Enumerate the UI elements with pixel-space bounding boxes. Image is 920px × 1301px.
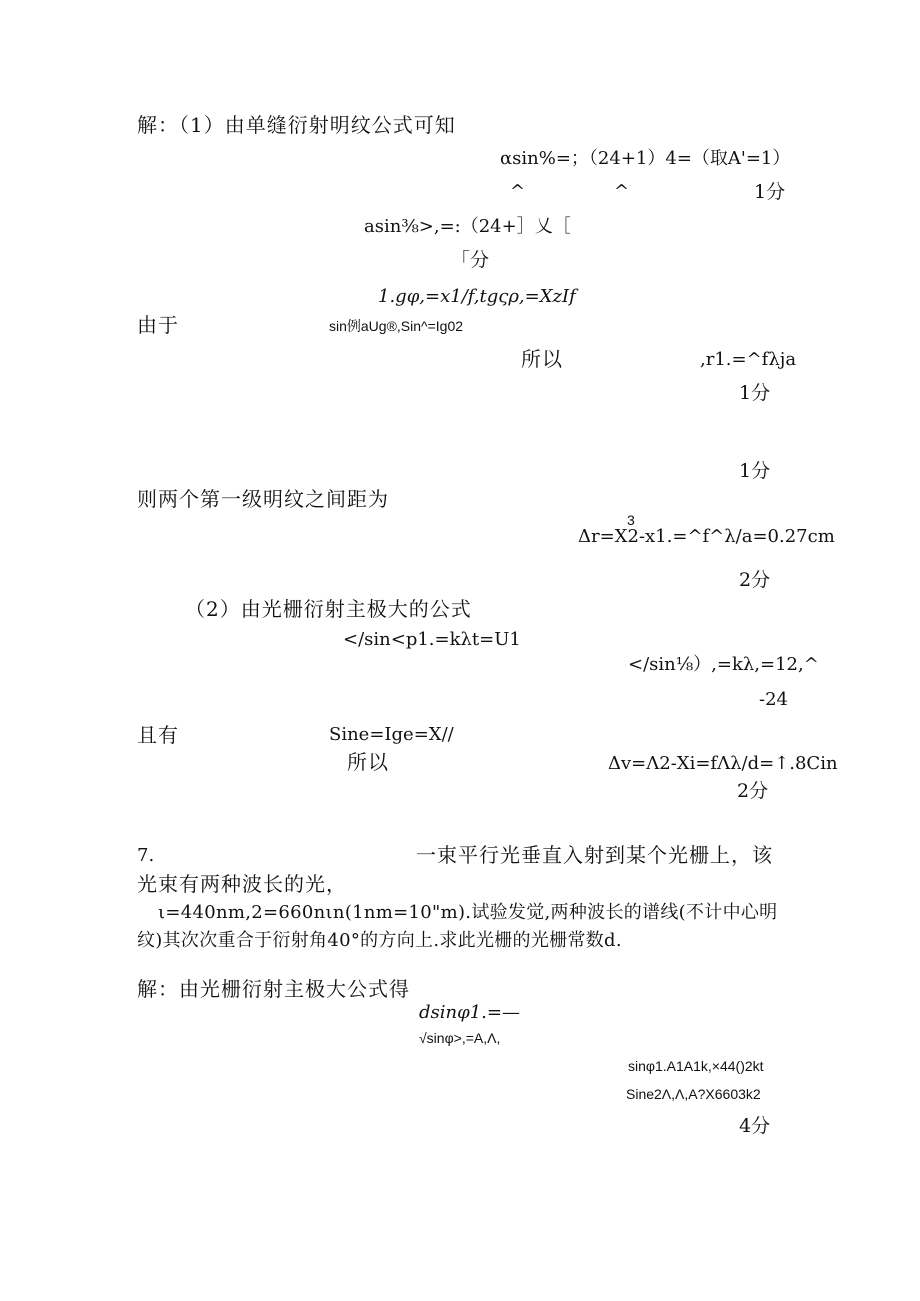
score-mark-3: 1分: [739, 460, 771, 482]
distance-text: 则两个第一级明纹之间距为: [137, 487, 389, 511]
problem-text-line-4: 纹)其次次重合于衍射角40°的方向上.求此光栅的光栅常数d.: [137, 930, 622, 951]
equation-also: Sine=Ige=X//: [329, 724, 454, 745]
equation-grating-1: </sin<p1.=kλt=U1: [343, 629, 521, 650]
also-label: 且有: [137, 723, 179, 747]
score-mark-4: 2分: [739, 569, 771, 591]
equation-sin-k1: sinφ1.A1A1k,×44()2kt: [628, 1058, 764, 1074]
score-mark-1: 1分: [754, 181, 786, 203]
equation-grating-2: </sin⅛）,=kλ,=12,^: [628, 654, 819, 675]
solution-intro-7: 解：由光栅衍射主极大公式得: [137, 977, 410, 1001]
score-mark-6: 4分: [739, 1115, 771, 1137]
equation-tangent: 1.gφ,=x1/f,tgςρ,=XzIf: [378, 286, 576, 307]
equation-delta-r: Δr=X2-x1.=^f^λ/a=0.27cm: [578, 526, 835, 547]
equation-position: ,r1.=^fλja: [700, 349, 797, 370]
caret-mark-2: ^: [614, 181, 630, 202]
score-mark-2: 1分: [739, 382, 771, 404]
because-label: 由于: [137, 313, 179, 337]
negative-value: -24: [759, 689, 788, 710]
caret-mark-1: ^: [510, 181, 526, 202]
equation-sin-k2: Sine2Λ,Λ,A?X6603k2: [626, 1086, 761, 1102]
superscript-three: 3: [627, 512, 635, 528]
equation-because: sin例aUg®,Sin^=Ig02: [329, 318, 464, 334]
therefore-label-1: 所以: [521, 347, 563, 371]
therefore-label-2: 所以: [347, 750, 389, 774]
problem-text-line-3: ι=440nm,2=660nιn(1nm=10"m).试验发觉,两种波长的谱线(不计中心明: [158, 902, 778, 923]
problem-text-line-2: 光束有两种波长的光，: [137, 872, 347, 896]
problem-text-line-1: 一束平行光垂直入射到某个光栅上，该: [416, 843, 773, 867]
equation-sqrt-sin: √sinφ>,=A,Λ,: [419, 1030, 501, 1046]
solution-intro-1: 解：（1）由单缝衍射明纹公式可知: [137, 113, 456, 137]
problem-number: 7.: [137, 845, 155, 866]
equation-single-slit: αsin%=；（24+1）4=（取A'=1）: [500, 148, 791, 169]
equation-dsin: dsinφ1.=—: [419, 1002, 520, 1023]
score-fragment: 「分: [451, 249, 490, 271]
solution-intro-2: （2）由光栅衍射主极大的公式: [185, 597, 472, 621]
equation-single-slit-2: asin⅜>,=:（24+］乂［: [364, 216, 571, 237]
equation-delta-v: Δv=Λ2-Xi=fΛλ/d=↑.8Cin: [608, 753, 838, 774]
score-mark-5: 2分: [737, 780, 769, 802]
